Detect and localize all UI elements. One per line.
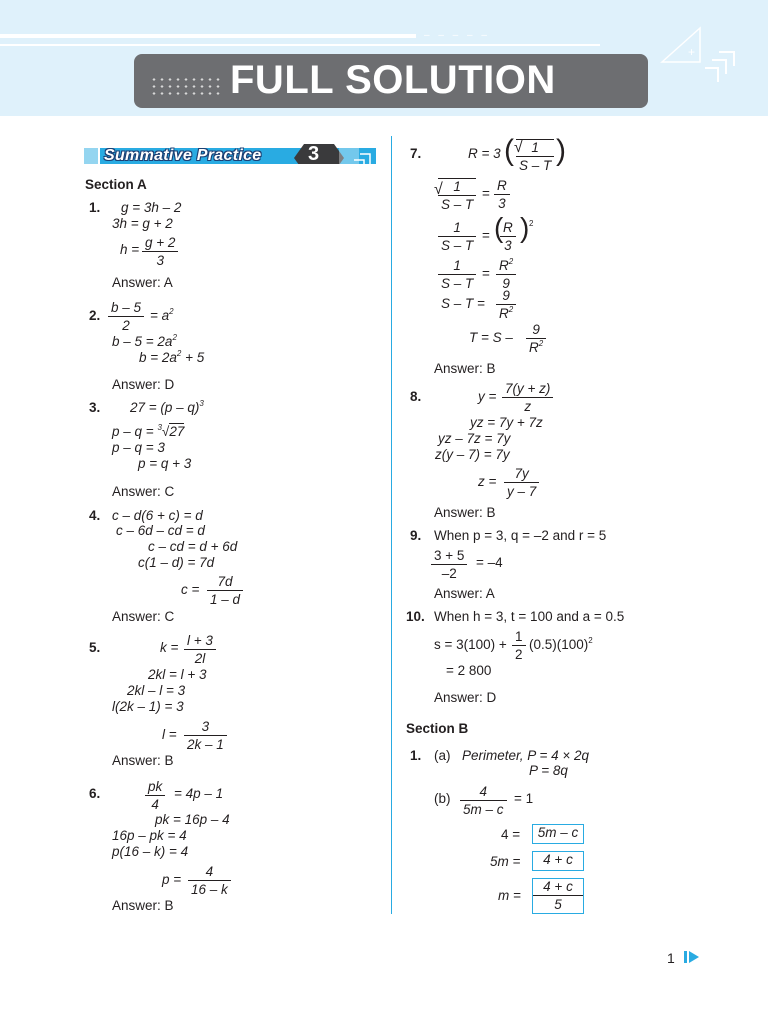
- q8-fraction2: 7y y – 7: [504, 466, 539, 499]
- q1-answer: Answer: A: [112, 275, 173, 290]
- svg-text:+: +: [688, 45, 696, 59]
- q8-line1: y =: [478, 389, 497, 404]
- b1-number: 1.: [410, 748, 422, 763]
- q7-answer: Answer: B: [434, 361, 496, 376]
- q9-number: 9.: [410, 528, 422, 543]
- q9-line1: When p = 3, q = –2 and r = 5: [434, 528, 607, 543]
- q5-answer: Answer: B: [112, 753, 174, 768]
- q7-line6-fraction: 9 $R^2$: [526, 322, 546, 355]
- q7-line4-eq: =: [482, 266, 490, 281]
- q3-answer: Answer: C: [112, 484, 175, 499]
- q2-line1: = $a^2$: [150, 307, 174, 323]
- b1b-boxed-expression-1: 5m – c: [532, 824, 584, 844]
- summative-practice-label: Summative Practice: [104, 147, 262, 164]
- q5-fraction: l + 3 2l: [184, 633, 216, 666]
- q2-answer: Answer: D: [112, 377, 175, 392]
- q6-line3: 16p – pk = 4: [112, 828, 187, 843]
- q10-answer: Answer: D: [434, 690, 497, 705]
- q7-line2-lhs: 1 S – T: [438, 178, 476, 212]
- q4-line3: c – cd = d + 6d: [148, 539, 238, 554]
- q5-line2: 2kl = l + 3: [148, 667, 207, 682]
- q3-line1: 27 = (p – q)$^3$: [130, 399, 204, 415]
- b1b-line1: = 1: [514, 791, 534, 806]
- q2-fraction: b – 5 2: [108, 300, 144, 333]
- page-number: 1: [667, 950, 675, 966]
- b1b-line2: 4 =: [501, 827, 521, 842]
- next-page-icon[interactable]: [683, 950, 701, 964]
- b1a-line1: Perimeter, P = 4 × 2q: [462, 748, 590, 763]
- q7-paren-close: ): [556, 134, 566, 167]
- q1-line1: g = 3h – 2: [121, 200, 182, 215]
- q8-line3: yz – 7z = 7y: [438, 431, 511, 446]
- q5-fraction2: 3 2k – 1: [184, 719, 227, 752]
- q9-answer: Answer: A: [434, 586, 495, 601]
- q4-fraction: 7d 1 – d: [207, 574, 243, 607]
- q4-answer: Answer: C: [112, 609, 175, 624]
- q8-number: 8.: [410, 389, 422, 404]
- q6-number: 6.: [89, 786, 101, 801]
- q2-number: 2.: [89, 308, 101, 323]
- q7-sqrt-icon: √: [514, 139, 523, 156]
- q5-line5: l =: [162, 727, 177, 742]
- q9-line2: = –4: [476, 555, 503, 570]
- q8-line4: z(y – 7) = 7y: [435, 447, 510, 462]
- q10-number: 10.: [406, 609, 425, 624]
- q8-fraction: 7(y + z) z: [502, 381, 553, 414]
- q7-line3-paren-open: (: [494, 212, 504, 243]
- q5-number: 5.: [89, 640, 101, 655]
- b1b-line3: 5m =: [490, 854, 521, 869]
- q4-number: 4.: [89, 508, 101, 523]
- column-divider: [391, 136, 392, 914]
- q7-sqrt-icon-2: √: [434, 181, 443, 198]
- q10-fraction: 1 2: [512, 629, 526, 662]
- q3-number: 3.: [89, 400, 101, 415]
- q7-paren-open: (: [504, 134, 514, 167]
- q3-line4: p = q + 3: [138, 456, 192, 471]
- q8-answer: Answer: B: [434, 505, 496, 520]
- q7-line2-eq: =: [482, 186, 490, 201]
- q7-line2-rhs: R 3: [494, 178, 510, 211]
- q7-line1: R = 3: [468, 146, 501, 161]
- q4-line1: c – d(6 + c) = d: [112, 508, 203, 523]
- q5-line3: 2kl – l = 3: [127, 683, 186, 698]
- header-dashes: – – – – –: [424, 30, 490, 41]
- q8-line5: z =: [478, 474, 497, 489]
- set-square-icon: [660, 26, 740, 90]
- q7-line3-lhs: 1 S – T: [438, 220, 476, 253]
- q7-line3-rhs: R 3: [500, 220, 516, 253]
- b1b-line4: m =: [498, 888, 521, 903]
- summative-practice-number: 3: [308, 143, 320, 165]
- section-b-heading: Section B: [406, 721, 469, 736]
- b1b-fraction: 4 5m – c: [460, 784, 507, 817]
- b1b-boxed-fraction: 4 + c 5: [532, 878, 584, 914]
- q6-line1: = 4p – 1: [174, 786, 224, 801]
- q1-number: 1.: [89, 200, 101, 215]
- q1-fraction: g + 2 3: [142, 235, 178, 268]
- q5-line4: l(2k – 1) = 3: [112, 699, 184, 714]
- q3-line3: p – q = 3: [112, 440, 165, 455]
- q7-line4-rhs: $R^2$ 9: [496, 258, 516, 291]
- q7-line3-paren-close: ): [520, 212, 530, 243]
- header-rule-thin: [0, 44, 600, 46]
- q7-line3-eq: =: [482, 228, 490, 243]
- q7-line4-lhs: 1 S – T: [438, 258, 476, 291]
- b1b-boxed-expression-2: 4 + c: [532, 851, 584, 871]
- q10-line3: = 2 800: [446, 663, 492, 678]
- q10-line1: When h = 3, t = 100 and a = 0.5: [434, 609, 625, 624]
- q8-line2: yz = 7y + 7z: [470, 415, 543, 430]
- q6-line4: p(16 – k) = 4: [112, 844, 189, 859]
- q4-line4: c(1 – d) = 7d: [138, 555, 215, 570]
- q6-fraction: pk 4: [145, 779, 165, 812]
- q7-line6: T = S –: [469, 330, 513, 345]
- q5-line1: k =: [160, 640, 179, 655]
- q7-number: 7.: [410, 146, 422, 161]
- q6-answer: Answer: B: [112, 898, 174, 913]
- q2-line3: $b = 2a^2 + 5$: [139, 349, 205, 365]
- q2-line2: $b - 5 = 2a^2$: [112, 333, 177, 349]
- q4-line5: c =: [181, 582, 200, 597]
- dot-pattern-icon: [150, 76, 220, 96]
- q6-fraction2: 4 16 – k: [188, 864, 231, 897]
- q7-line5: S – T =: [441, 296, 485, 311]
- q10-line2b: $(0.5)(100)^2$: [529, 636, 593, 652]
- b1a-line2: P = 8q: [529, 763, 568, 778]
- q9-fraction: 3 + 5 –2: [431, 548, 467, 581]
- q1-line2: 3h = g + 2: [112, 216, 173, 231]
- q3-line2: p – q = $^3$√27: [112, 423, 185, 439]
- page-title: FULL SOLUTION: [230, 58, 556, 102]
- b1b-label: (b): [434, 791, 451, 806]
- b1a-label: (a): [434, 748, 451, 763]
- section-a-heading: Section A: [85, 177, 147, 192]
- header-rule: [0, 34, 416, 38]
- q1-line3: h =: [120, 242, 140, 257]
- q7-fraction: 1 S – T: [516, 139, 554, 173]
- q10-line2a: s = 3(100) +: [434, 637, 507, 652]
- q7-line3-exp: 2: [529, 219, 534, 228]
- q4-line2: c – 6d – cd = d: [116, 523, 205, 538]
- q6-line5: p =: [162, 872, 182, 887]
- q6-line2: pk = 16p – 4: [155, 812, 230, 827]
- q7-line5-fraction: 9 $R^2$: [496, 288, 516, 321]
